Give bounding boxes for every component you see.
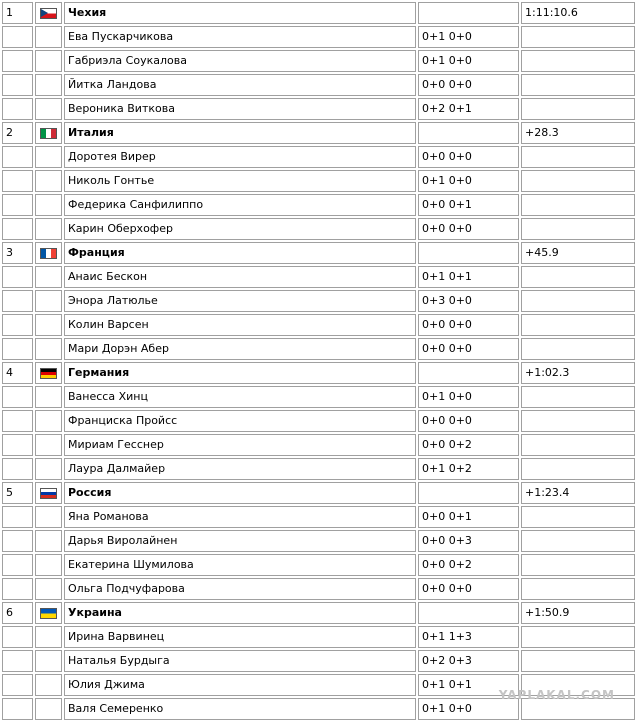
athlete-row xyxy=(2,50,635,72)
athlete-place xyxy=(2,266,33,288)
athlete-flag xyxy=(35,530,62,552)
athlete-row xyxy=(2,410,635,432)
athlete-row xyxy=(2,386,635,408)
team-row xyxy=(2,122,635,144)
athlete-time xyxy=(521,506,635,528)
athlete-flag xyxy=(35,410,62,432)
athlete-time xyxy=(521,314,635,336)
athlete-row xyxy=(2,194,635,216)
athlete-row xyxy=(2,290,635,312)
athlete-name: Лаура Далмайер xyxy=(64,458,416,480)
athlete-time xyxy=(521,338,635,360)
team-shooting xyxy=(418,482,519,504)
athlete-flag xyxy=(35,650,62,672)
athlete-shooting: 0+1 0+0 xyxy=(418,26,519,48)
athlete-name: Николь Гонтье xyxy=(64,170,416,192)
athlete-flag xyxy=(35,170,62,192)
athlete-time xyxy=(521,650,635,672)
athlete-place xyxy=(2,530,33,552)
athlete-name: Яна Романова xyxy=(64,506,416,528)
athlete-time xyxy=(521,578,635,600)
athlete-time xyxy=(521,98,635,120)
athlete-name: Йитка Ландова xyxy=(64,74,416,96)
team-time: +1:02.3 xyxy=(521,362,635,384)
athlete-name: Ванесса Хинц xyxy=(64,386,416,408)
athlete-shooting: 0+3 0+0 xyxy=(418,290,519,312)
athlete-name: Валя Семеренко xyxy=(64,698,416,720)
athlete-time xyxy=(521,26,635,48)
athlete-name: Франциска Пройсс xyxy=(64,410,416,432)
team-place: 4 xyxy=(2,362,33,384)
team-row xyxy=(2,482,635,504)
athlete-flag xyxy=(35,314,62,336)
athlete-row xyxy=(2,578,635,600)
athlete-place xyxy=(2,458,33,480)
athlete-time xyxy=(521,458,635,480)
athlete-time xyxy=(521,218,635,240)
athlete-flag xyxy=(35,386,62,408)
athlete-place xyxy=(2,626,33,648)
team-shooting xyxy=(418,362,519,384)
athlete-flag xyxy=(35,290,62,312)
athlete-name: Колин Варсен xyxy=(64,314,416,336)
athlete-flag xyxy=(35,458,62,480)
athlete-flag xyxy=(35,146,62,168)
athlete-row xyxy=(2,458,635,480)
athlete-row xyxy=(2,314,635,336)
athlete-time xyxy=(521,554,635,576)
athlete-shooting: 0+1 0+0 xyxy=(418,170,519,192)
athlete-time xyxy=(521,266,635,288)
athlete-shooting: 0+0 0+2 xyxy=(418,554,519,576)
athlete-name: Вероника Виткова xyxy=(64,98,416,120)
athlete-shooting: 0+0 0+0 xyxy=(418,338,519,360)
athlete-place xyxy=(2,26,33,48)
team-place: 1 xyxy=(2,2,33,24)
athlete-time xyxy=(521,146,635,168)
athlete-name: Мари Дорэн Абер xyxy=(64,338,416,360)
athlete-place xyxy=(2,650,33,672)
team-time: +1:50.9 xyxy=(521,602,635,624)
athlete-flag xyxy=(35,554,62,576)
athlete-flag xyxy=(35,578,62,600)
athlete-row xyxy=(2,170,635,192)
team-place: 3 xyxy=(2,242,33,264)
athlete-row xyxy=(2,266,635,288)
team-time: 1:11:10.6 xyxy=(521,2,635,24)
athlete-flag xyxy=(35,98,62,120)
athlete-time xyxy=(521,626,635,648)
athlete-place xyxy=(2,194,33,216)
athlete-row xyxy=(2,506,635,528)
athlete-shooting: 0+0 0+0 xyxy=(418,314,519,336)
athlete-place xyxy=(2,290,33,312)
athlete-flag xyxy=(35,338,62,360)
team-row xyxy=(2,362,635,384)
team-name: Италия xyxy=(64,122,416,144)
athlete-name: Федерика Санфилиппо xyxy=(64,194,416,216)
team-time: +45.9 xyxy=(521,242,635,264)
athlete-name: Энора Латюлье xyxy=(64,290,416,312)
russia-flag-icon xyxy=(40,488,57,499)
athlete-shooting: 0+0 0+0 xyxy=(418,146,519,168)
athlete-time xyxy=(521,530,635,552)
athlete-shooting: 0+1 0+0 xyxy=(418,50,519,72)
results-table-body xyxy=(2,2,635,720)
team-name: Чехия xyxy=(64,2,416,24)
flag-cell xyxy=(35,2,62,24)
athlete-flag xyxy=(35,74,62,96)
athlete-name: Ева Пускарчикова xyxy=(64,26,416,48)
athlete-place xyxy=(2,314,33,336)
athlete-place xyxy=(2,146,33,168)
athlete-shooting: 0+0 0+3 xyxy=(418,530,519,552)
athlete-shooting: 0+1 1+3 xyxy=(418,626,519,648)
athlete-shooting: 0+1 0+0 xyxy=(418,698,519,720)
athlete-place xyxy=(2,554,33,576)
team-shooting xyxy=(418,122,519,144)
athlete-place xyxy=(2,698,33,720)
athlete-place xyxy=(2,170,33,192)
athlete-shooting: 0+0 0+0 xyxy=(418,410,519,432)
france-flag-icon xyxy=(40,248,57,259)
athlete-time xyxy=(521,290,635,312)
athlete-row xyxy=(2,626,635,648)
athlete-time xyxy=(521,194,635,216)
athlete-row xyxy=(2,26,635,48)
athlete-flag xyxy=(35,266,62,288)
athlete-place xyxy=(2,506,33,528)
flag-cell xyxy=(35,122,62,144)
athlete-row xyxy=(2,530,635,552)
athlete-row xyxy=(2,146,635,168)
athlete-shooting: 0+0 0+0 xyxy=(418,218,519,240)
athlete-row xyxy=(2,650,635,672)
flag-cell xyxy=(35,482,62,504)
athlete-place xyxy=(2,434,33,456)
athlete-flag xyxy=(35,434,62,456)
athlete-time xyxy=(521,50,635,72)
athlete-flag xyxy=(35,674,62,696)
ukraine-flag-icon xyxy=(40,608,57,619)
athlete-time xyxy=(521,74,635,96)
team-time: +1:23.4 xyxy=(521,482,635,504)
team-row xyxy=(2,602,635,624)
athlete-name: Наталья Бурдыга xyxy=(64,650,416,672)
athlete-time xyxy=(521,434,635,456)
athlete-flag xyxy=(35,26,62,48)
athlete-shooting: 0+1 0+1 xyxy=(418,266,519,288)
athlete-row xyxy=(2,434,635,456)
team-shooting xyxy=(418,242,519,264)
athlete-row xyxy=(2,218,635,240)
athlete-place xyxy=(2,338,33,360)
athlete-name: Мириам Гесснер xyxy=(64,434,416,456)
team-place: 2 xyxy=(2,122,33,144)
athlete-place xyxy=(2,74,33,96)
athlete-place xyxy=(2,410,33,432)
athlete-shooting: 0+0 0+1 xyxy=(418,506,519,528)
team-name: Россия xyxy=(64,482,416,504)
athlete-name: Дарья Виролайнен xyxy=(64,530,416,552)
athlete-row xyxy=(2,338,635,360)
athlete-name: Карин Оберхофер xyxy=(64,218,416,240)
team-shooting xyxy=(418,602,519,624)
athlete-shooting: 0+2 0+1 xyxy=(418,98,519,120)
athlete-row xyxy=(2,74,635,96)
team-name: Украина xyxy=(64,602,416,624)
athlete-place xyxy=(2,674,33,696)
czech-flag-icon xyxy=(40,8,57,19)
athlete-row xyxy=(2,554,635,576)
athlete-name: Юлия Джима xyxy=(64,674,416,696)
athlete-flag xyxy=(35,194,62,216)
athlete-flag xyxy=(35,698,62,720)
athlete-shooting: 0+2 0+3 xyxy=(418,650,519,672)
flag-cell xyxy=(35,602,62,624)
team-place: 6 xyxy=(2,602,33,624)
italy-flag-icon xyxy=(40,128,57,139)
germany-flag-icon xyxy=(40,368,57,379)
team-time: +28.3 xyxy=(521,122,635,144)
athlete-place xyxy=(2,386,33,408)
athlete-place xyxy=(2,218,33,240)
athlete-place xyxy=(2,578,33,600)
athlete-row xyxy=(2,98,635,120)
athlete-place xyxy=(2,50,33,72)
flag-cell xyxy=(35,362,62,384)
athlete-name: Ирина Варвинец xyxy=(64,626,416,648)
athlete-shooting: 0+0 0+0 xyxy=(418,578,519,600)
athlete-time xyxy=(521,386,635,408)
team-place: 5 xyxy=(2,482,33,504)
athlete-time xyxy=(521,410,635,432)
team-name: Франция xyxy=(64,242,416,264)
athlete-name: Габриэла Соукалова xyxy=(64,50,416,72)
team-shooting xyxy=(418,2,519,24)
athlete-shooting: 0+1 0+1 xyxy=(418,674,519,696)
team-row xyxy=(2,2,635,24)
athlete-shooting: 0+0 0+1 xyxy=(418,194,519,216)
athlete-flag xyxy=(35,626,62,648)
flag-cell xyxy=(35,242,62,264)
team-row xyxy=(2,242,635,264)
team-name: Германия xyxy=(64,362,416,384)
athlete-flag xyxy=(35,506,62,528)
athlete-shooting: 0+1 0+0 xyxy=(418,386,519,408)
athlete-name: Доротея Вирер xyxy=(64,146,416,168)
athlete-shooting: 0+1 0+2 xyxy=(418,458,519,480)
athlete-flag xyxy=(35,218,62,240)
athlete-name: Екатерина Шумилова xyxy=(64,554,416,576)
watermark-logo: YAPLAKAL.COM xyxy=(498,688,615,702)
athlete-flag xyxy=(35,50,62,72)
athlete-name: Ольга Подчуфарова xyxy=(64,578,416,600)
athlete-shooting: 0+0 0+2 xyxy=(418,434,519,456)
athlete-time xyxy=(521,170,635,192)
athlete-shooting: 0+0 0+0 xyxy=(418,74,519,96)
athlete-place xyxy=(2,98,33,120)
athlete-name: Анаис Бескон xyxy=(64,266,416,288)
